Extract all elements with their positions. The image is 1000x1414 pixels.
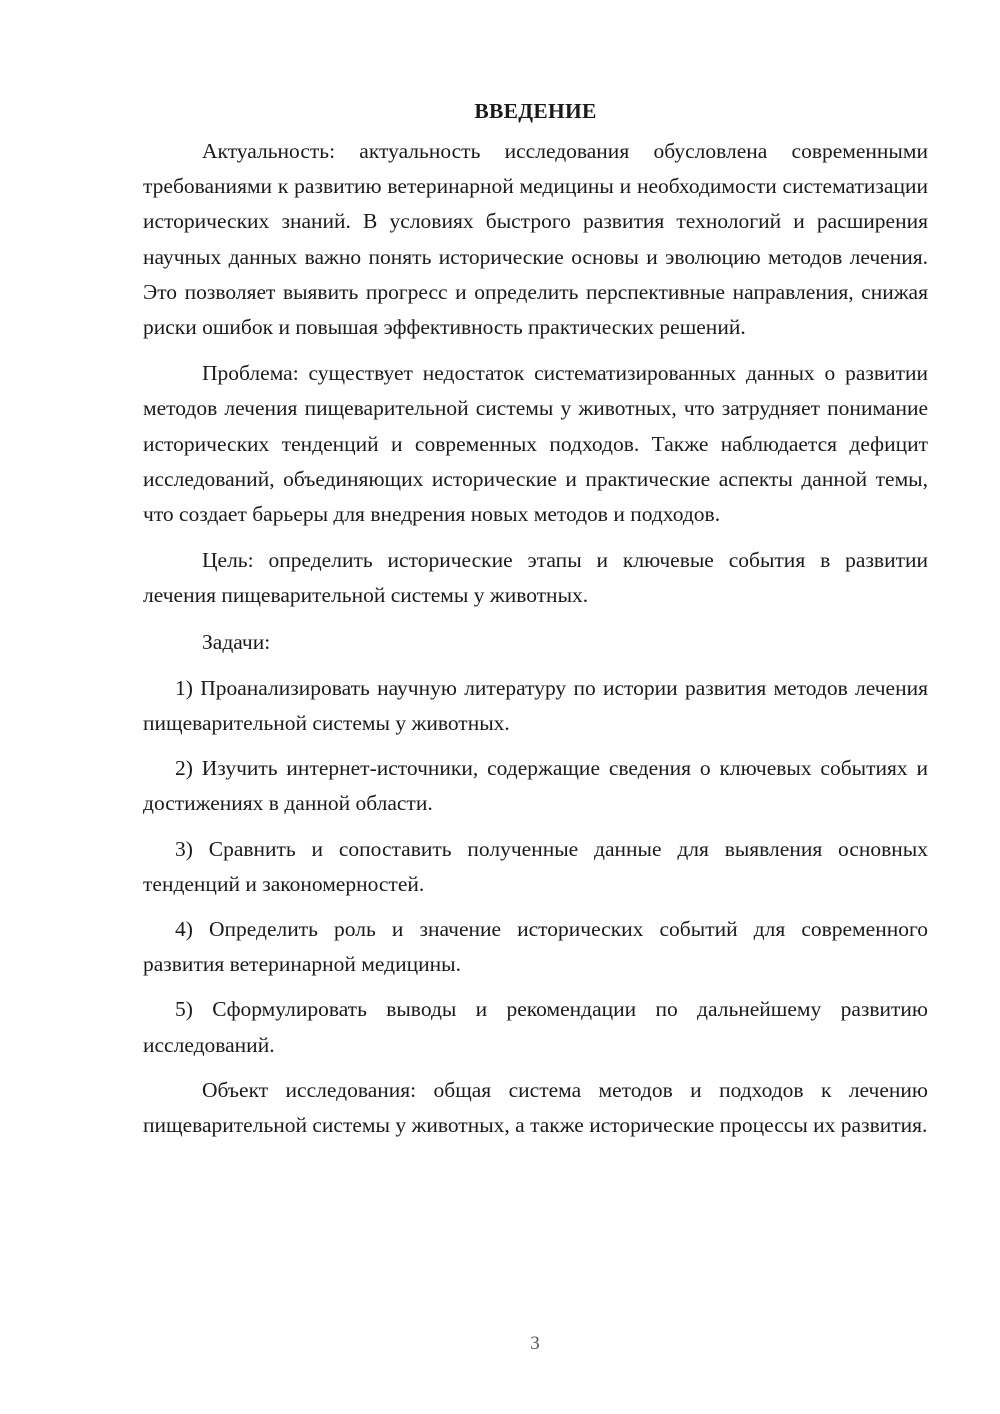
page-number: 3 [530, 1333, 540, 1354]
problem-paragraph: Проблема: существует недостаток систематизированных данных о развитии методов лечения пищеварительной системы у животных, что затрудняет понимание исторических тенденций и современных подходов. Также наблюдается дефицит исследований, объединяющих исторические и практические аспекты данной темы, что создает барьеры для внедрения новых методов и подходов. [143, 361, 928, 527]
task-item-2: 2) Изучить интернет-источники, содержащие сведения о ключевых событиях и достижениях в данной области. [143, 756, 928, 816]
tasks-list [143, 671, 928, 1063]
goal-paragraph: Цель: определить исторические этапы и ключевые события в развитии лечения пищеварительной системы у животных. [143, 548, 928, 608]
task-item-3: 3) Сравнить и сопоставить полученные данные для выявления основных тенденций и закономерностей. [143, 836, 928, 896]
page-title: ВВЕДЕНИЕ [474, 99, 597, 123]
tasks-label: Задачи: [202, 629, 271, 654]
relevance-paragraph: Актуальность: актуальность исследования обусловлена современными требованиями к развитию ветеринарной медицины и необходимости систематизации исторических знаний. В условиях быстрого развития технологий и расширения научных данных важно понять исторические основы и эволюцию методов лечения. Это позволяет выявить прогресс и определить перспективные направления, снижая риски ошибок и повышая эффективность практических решений. [143, 139, 928, 340]
object-paragraph: Объект исследования: общая система методов и подходов к лечению пищеварительной системы у животных, а также исторические процессы их развития. [143, 1077, 928, 1138]
task-item-1: 1) Проанализировать научную литературу по истории развития методов лечения пищеварительной системы у животных. [143, 675, 928, 736]
task-item-4: 4) Определить роль и значение исторических событий для современного развития ветеринарной медицины. [143, 917, 928, 977]
task-item-5: 5) Сформулировать выводы и рекомендации по дальнейшему развитию исследований. [143, 997, 928, 1057]
document-page [143, 94, 928, 1154]
